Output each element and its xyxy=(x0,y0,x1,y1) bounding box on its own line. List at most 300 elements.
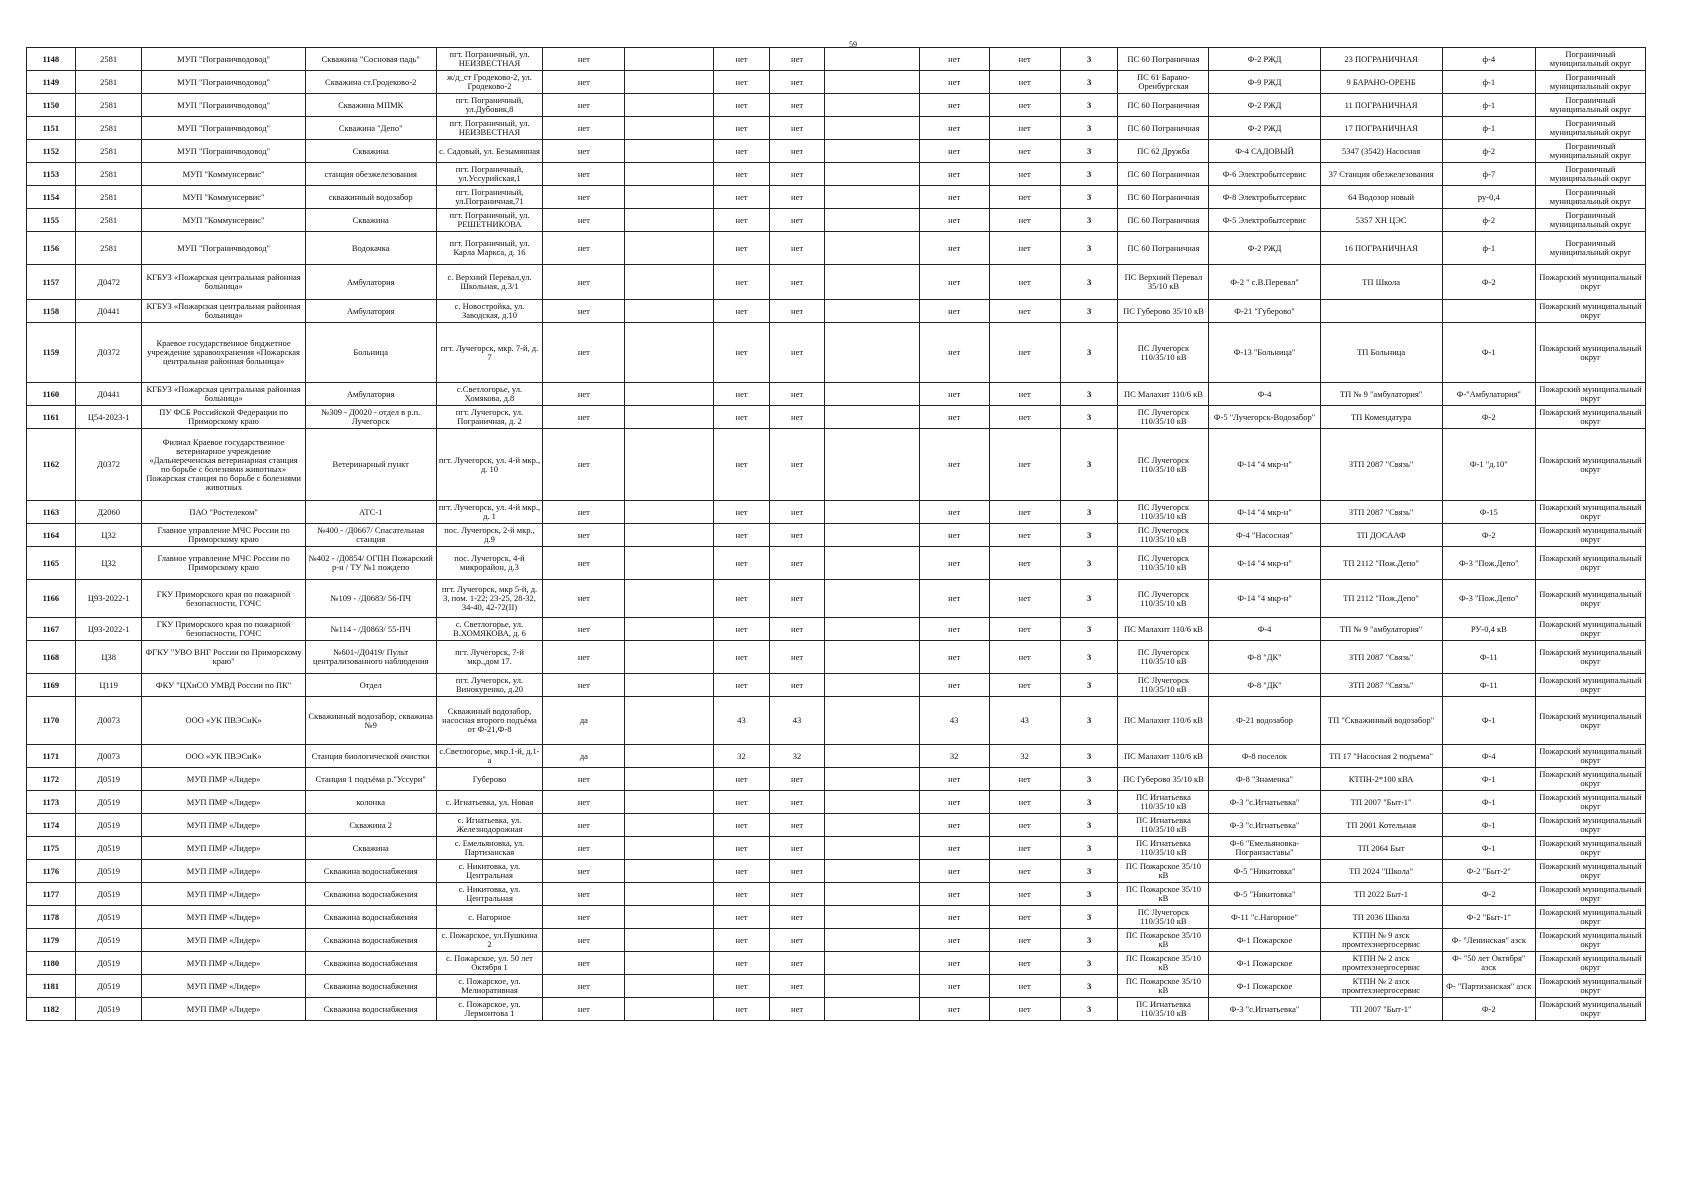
table-cell: нет xyxy=(714,94,770,117)
table-row xyxy=(27,48,1646,71)
table-cell: ФГКУ "УВО ВНГ России по Приморскому краю" xyxy=(142,641,305,674)
table-cell: нет xyxy=(989,975,1060,998)
table-cell: ПС Малахит 110/6 кВ xyxy=(1118,618,1209,641)
table-cell: 1152 xyxy=(27,140,76,163)
table-row xyxy=(27,697,1646,745)
table-cell xyxy=(625,975,714,998)
table-cell: нет xyxy=(714,929,770,952)
table-cell: 1163 xyxy=(27,501,76,524)
table-cell: 3 xyxy=(1060,745,1118,768)
table-cell: нет xyxy=(989,429,1060,501)
table-cell: пгт. Лучегорск, ул. Пограничная, д. 2 xyxy=(436,406,543,429)
table-cell: пгт. Пограничный, ул.Уссурийская,1 xyxy=(436,163,543,186)
table-cell: 1171 xyxy=(27,745,76,768)
table-cell: МУП ПМР «Лидер» xyxy=(142,883,305,906)
table-cell: ТП 2022 Быт-1 xyxy=(1320,883,1442,906)
table-cell: нет xyxy=(769,300,825,323)
table-cell: 5357 ХН ЦЭС xyxy=(1320,209,1442,232)
table-cell xyxy=(625,998,714,1021)
table-cell: Ц38 xyxy=(75,641,142,674)
table-cell xyxy=(825,71,919,94)
table-cell: нет xyxy=(543,501,625,524)
table-cell: КГБУЗ «Пожарская центральная районная больница» xyxy=(142,383,305,406)
table-cell xyxy=(825,300,919,323)
table-cell: Пожарский муниципальный округ xyxy=(1535,547,1645,580)
table-cell: Пожарский муниципальный округ xyxy=(1535,641,1645,674)
table-cell: Ф-8 "ДК" xyxy=(1209,674,1320,697)
table-cell: нет xyxy=(769,674,825,697)
table-cell: ТП 17 "Насосная 2 подъема" xyxy=(1320,745,1442,768)
table-cell: Ф-8 "Знаменка" xyxy=(1209,768,1320,791)
table-cell: ООО «УК ПВЭСиК» xyxy=(142,745,305,768)
table-cell: нет xyxy=(543,952,625,975)
table-cell: ПС 60 Пограничная xyxy=(1118,186,1209,209)
table-cell: нет xyxy=(769,547,825,580)
table-cell: 1169 xyxy=(27,674,76,697)
table-cell: с. Новостройка, ул. Заводская, д.10 xyxy=(436,300,543,323)
table-cell: Скважинный водозабор, скважина №9 xyxy=(305,697,436,745)
table-cell: нет xyxy=(714,300,770,323)
table-cell: Ц93-2022-1 xyxy=(75,580,142,618)
table-cell: нет xyxy=(919,929,989,952)
table-cell: 1154 xyxy=(27,186,76,209)
table-cell: Пожарский муниципальный округ xyxy=(1535,883,1645,906)
table-cell: Ф-2 РЖД xyxy=(1209,232,1320,265)
table-cell: МУП ПМР «Лидер» xyxy=(142,791,305,814)
table-cell: КТПН-2*100 кВА xyxy=(1320,768,1442,791)
table-cell: нет xyxy=(769,117,825,140)
table-cell: нет xyxy=(919,140,989,163)
table-cell: 16 ПОГРАНИЧНАЯ xyxy=(1320,232,1442,265)
table-cell: Д0372 xyxy=(75,323,142,383)
table-cell: нет xyxy=(769,580,825,618)
table-cell: нет xyxy=(769,48,825,71)
table-cell: ПС Губерово 35/10 кВ xyxy=(1118,300,1209,323)
table-cell: 3 xyxy=(1060,186,1118,209)
table-cell: №601-/Д0419/ Пульт централизованного наблюдения xyxy=(305,641,436,674)
table-cell: Ф-11 "с.Нагорное" xyxy=(1209,906,1320,929)
table-cell: МУП "Пограничводовод" xyxy=(142,94,305,117)
table-cell: нет xyxy=(714,71,770,94)
table-cell: Пограничный муниципальный округ xyxy=(1535,140,1645,163)
table-cell: 3 xyxy=(1060,998,1118,1021)
table-cell: нет xyxy=(543,117,625,140)
table-cell xyxy=(1442,300,1535,323)
table-cell: да xyxy=(543,745,625,768)
table-row xyxy=(27,406,1646,429)
table-cell: нет xyxy=(769,501,825,524)
table-cell: нет xyxy=(543,883,625,906)
table-cell: нет xyxy=(714,209,770,232)
table-row xyxy=(27,232,1646,265)
table-cell: ПС Лучегорск 110/35/10 кВ xyxy=(1118,641,1209,674)
table-cell: ТП Больница xyxy=(1320,323,1442,383)
table-cell: с. Светлогорье, ул. В.ХОМЯКОВА, д. 6 xyxy=(436,618,543,641)
table-cell: нет xyxy=(919,265,989,300)
table-cell: 3 xyxy=(1060,547,1118,580)
table-cell: 32 xyxy=(714,745,770,768)
table-cell: Ф-1 xyxy=(1442,323,1535,383)
table-cell xyxy=(825,383,919,406)
table-cell: ф-1 xyxy=(1442,71,1535,94)
table-cell: Д0519 xyxy=(75,860,142,883)
table-cell: ПС Малахит 110/6 кВ xyxy=(1118,697,1209,745)
table-cell: Пограничный муниципальный округ xyxy=(1535,71,1645,94)
table-cell: Пожарский муниципальный округ xyxy=(1535,814,1645,837)
table-cell xyxy=(625,140,714,163)
table-cell: КТПН № 2 азск промтехэнергосервис xyxy=(1320,975,1442,998)
table-cell: МУП "Коммунсервис" xyxy=(142,163,305,186)
table-row xyxy=(27,791,1646,814)
table-cell: с. Нагорное xyxy=(436,906,543,929)
table-row xyxy=(27,501,1646,524)
table-cell xyxy=(825,906,919,929)
table-cell: Скважина "Сосновая падь" xyxy=(305,48,436,71)
table-cell xyxy=(625,71,714,94)
table-row xyxy=(27,71,1646,94)
table-cell: нет xyxy=(714,117,770,140)
table-cell: нет xyxy=(769,383,825,406)
table-cell: Ф-8 поселок xyxy=(1209,745,1320,768)
table-cell: Скважина водоснабжения xyxy=(305,998,436,1021)
table-cell: Д0073 xyxy=(75,745,142,768)
table-cell: Ф- "Ленинская" азск xyxy=(1442,929,1535,952)
table-cell: Д0519 xyxy=(75,952,142,975)
table-cell: Краевое государственное бюджетное учреждение здравоохранения «Пожарская центральная районная больница» xyxy=(142,323,305,383)
table-cell: 2581 xyxy=(75,117,142,140)
table-cell: 1172 xyxy=(27,768,76,791)
table-cell: Скважиный водозабор, насосная второго подъёма от Ф-21,Ф-8 xyxy=(436,697,543,745)
table-cell: 1148 xyxy=(27,48,76,71)
table-cell: нет xyxy=(543,323,625,383)
table-cell: 2581 xyxy=(75,94,142,117)
table-cell: Станция 1 подъёма р."Уссури" xyxy=(305,768,436,791)
table-cell: МУП "Пограничводовод" xyxy=(142,232,305,265)
table-cell: 1160 xyxy=(27,383,76,406)
table-cell: с. Пожарское, ул. Мелиоративная xyxy=(436,975,543,998)
table-cell: нет xyxy=(714,580,770,618)
table-cell: нет xyxy=(989,791,1060,814)
table-cell: нет xyxy=(543,140,625,163)
table-row xyxy=(27,323,1646,383)
table-cell: нет xyxy=(714,383,770,406)
table-cell: нет xyxy=(919,209,989,232)
table-cell: КГБУЗ «Пожарская центральная районная больница» xyxy=(142,300,305,323)
table-cell: нет xyxy=(919,186,989,209)
table-cell: нет xyxy=(769,140,825,163)
table-cell: да xyxy=(543,697,625,745)
table-cell: 3 xyxy=(1060,524,1118,547)
table-cell: нет xyxy=(714,547,770,580)
table-cell: Ф-1 xyxy=(1442,697,1535,745)
table-cell: Д0519 xyxy=(75,883,142,906)
table-cell: ру-0,4 xyxy=(1442,186,1535,209)
table-row xyxy=(27,383,1646,406)
table-cell: 1170 xyxy=(27,697,76,745)
table-cell xyxy=(1320,300,1442,323)
table-cell: АТС-1 xyxy=(305,501,436,524)
table-cell xyxy=(825,814,919,837)
table-cell: МУП "Пограничводовод" xyxy=(142,117,305,140)
table-cell: Станция биологической очистки xyxy=(305,745,436,768)
table-cell: Пожарский муниципальный округ xyxy=(1535,429,1645,501)
table-cell: нет xyxy=(769,641,825,674)
table-cell: Ф-5 Электробытсервис xyxy=(1209,209,1320,232)
table-cell: ПС Лучегорск 110/35/10 кВ xyxy=(1118,406,1209,429)
table-cell: нет xyxy=(769,232,825,265)
table-cell: нет xyxy=(989,163,1060,186)
table-cell: 3 xyxy=(1060,265,1118,300)
table-cell xyxy=(625,300,714,323)
table-cell: Д0519 xyxy=(75,814,142,837)
table-cell: 1168 xyxy=(27,641,76,674)
table-cell: нет xyxy=(769,618,825,641)
table-cell: 1149 xyxy=(27,71,76,94)
table-cell: нет xyxy=(919,860,989,883)
table-cell: нет xyxy=(543,48,625,71)
table-cell: Пожарский муниципальный округ xyxy=(1535,697,1645,745)
table-cell: РУ-0,4 кВ xyxy=(1442,618,1535,641)
table-cell: 1182 xyxy=(27,998,76,1021)
table-cell: №109 - /Д0683/ 56-ПЧ xyxy=(305,580,436,618)
table-cell: Пограничный муниципальный округ xyxy=(1535,48,1645,71)
table-row xyxy=(27,952,1646,975)
table-cell: Ф-2 РЖД xyxy=(1209,48,1320,71)
table-cell: Д2060 xyxy=(75,501,142,524)
table-cell: 1159 xyxy=(27,323,76,383)
table-cell: Скважина водоснабжения xyxy=(305,906,436,929)
table-row xyxy=(27,300,1646,323)
table-cell: Ф-6 Электробытсервис xyxy=(1209,163,1320,186)
table-cell: Д0519 xyxy=(75,791,142,814)
table-cell: ПС 60 Пограничная xyxy=(1118,117,1209,140)
table-cell: Ф-5 "Лучегорск-Водозабор" xyxy=(1209,406,1320,429)
table-cell: Ф-1 xyxy=(1442,837,1535,860)
table-cell xyxy=(625,674,714,697)
table-cell: МУП ПМР «Лидер» xyxy=(142,975,305,998)
table-cell: Пожарский муниципальный округ xyxy=(1535,998,1645,1021)
table-cell: нет xyxy=(769,71,825,94)
table-cell: КТПН № 2 азск промтехэнергосервис xyxy=(1320,952,1442,975)
table-cell: нет xyxy=(543,406,625,429)
table-cell: 3 xyxy=(1060,975,1118,998)
table-cell: 3 xyxy=(1060,697,1118,745)
table-cell: нет xyxy=(989,140,1060,163)
table-cell: Ф-2 РЖД xyxy=(1209,117,1320,140)
table-cell: нет xyxy=(989,929,1060,952)
table-cell: 3 xyxy=(1060,406,1118,429)
table-cell: нет xyxy=(989,323,1060,383)
table-cell: нет xyxy=(989,883,1060,906)
table-cell: с. Садовый, ул. Безымянная xyxy=(436,140,543,163)
table-cell: МУП "Коммунсервис" xyxy=(142,186,305,209)
table-cell: 2581 xyxy=(75,71,142,94)
table-cell: ж/д_ст Гродеково-2, ул. Гродеково-2 xyxy=(436,71,543,94)
table-cell: Д0073 xyxy=(75,697,142,745)
table-cell: МУП ПМР «Лидер» xyxy=(142,998,305,1021)
table-cell: нет xyxy=(714,48,770,71)
table-cell: Ф-2 РЖД xyxy=(1209,94,1320,117)
table-cell: Ф-1 "д.10" xyxy=(1442,429,1535,501)
table-cell: ТП 2007 "Быт-1" xyxy=(1320,791,1442,814)
table-cell: 3 xyxy=(1060,641,1118,674)
table-cell: ТП № 9 "амбулатория" xyxy=(1320,618,1442,641)
table-cell xyxy=(625,952,714,975)
table-cell: нет xyxy=(989,906,1060,929)
table-cell: 23 ПОГРАНИЧНАЯ xyxy=(1320,48,1442,71)
table-cell: 3 xyxy=(1060,94,1118,117)
table-cell: ПС 62 Дружба xyxy=(1118,140,1209,163)
table-cell: Ф-2 "Быт-2" xyxy=(1442,860,1535,883)
table-cell xyxy=(825,768,919,791)
table-row xyxy=(27,618,1646,641)
table-cell: 1153 xyxy=(27,163,76,186)
page-number: 59 xyxy=(849,40,857,49)
table-cell: ТП 2001 Котельная xyxy=(1320,814,1442,837)
table-cell: 2581 xyxy=(75,232,142,265)
table-cell: 2581 xyxy=(75,186,142,209)
table-cell: нет xyxy=(919,580,989,618)
table-cell: 1155 xyxy=(27,209,76,232)
table-cell: Ф-3 "с.Игнатьевка" xyxy=(1209,998,1320,1021)
table-cell: 3 xyxy=(1060,323,1118,383)
table-cell: 1174 xyxy=(27,814,76,837)
table-cell: Пожарский муниципальный округ xyxy=(1535,383,1645,406)
table-cell: 1158 xyxy=(27,300,76,323)
table-cell: 1167 xyxy=(27,618,76,641)
table-cell: Ф-4 xyxy=(1209,618,1320,641)
table-cell xyxy=(825,697,919,745)
table-cell xyxy=(825,524,919,547)
table-cell: пгт. Лучегорск, ул. 4-й мкр., д. 10 xyxy=(436,429,543,501)
table-cell: Ф-14 "4 мкр-н" xyxy=(1209,501,1320,524)
table-cell: ЗТП 2087 "Связь" xyxy=(1320,641,1442,674)
table-cell: нет xyxy=(989,768,1060,791)
registry-table xyxy=(26,47,1646,1021)
table-cell xyxy=(825,547,919,580)
table-cell: ПАО "Ростелеком" xyxy=(142,501,305,524)
table-cell: Скважина xyxy=(305,209,436,232)
table-cell xyxy=(825,429,919,501)
table-cell: нет xyxy=(919,163,989,186)
table-cell: 17 ПОГРАНИЧНАЯ xyxy=(1320,117,1442,140)
table-cell: нет xyxy=(714,641,770,674)
table-cell: ТП ДОСААФ xyxy=(1320,524,1442,547)
table-cell: нет xyxy=(543,163,625,186)
table-cell: нет xyxy=(919,975,989,998)
table-cell: Ф-8 "ДК" xyxy=(1209,641,1320,674)
table-row xyxy=(27,163,1646,186)
table-cell xyxy=(825,952,919,975)
table-cell: нет xyxy=(919,641,989,674)
table-cell: 1166 xyxy=(27,580,76,618)
table-cell: нет xyxy=(769,265,825,300)
table-cell: ПС 60 Пограничная xyxy=(1118,48,1209,71)
table-cell: 3 xyxy=(1060,837,1118,860)
table-cell: 3 xyxy=(1060,674,1118,697)
table-cell: нет xyxy=(769,975,825,998)
table-cell: ПС 60 Пограничная xyxy=(1118,209,1209,232)
table-cell: Пожарский муниципальный округ xyxy=(1535,906,1645,929)
table-cell: 3 xyxy=(1060,209,1118,232)
table-cell xyxy=(625,929,714,952)
table-cell: нет xyxy=(714,323,770,383)
table-cell: нет xyxy=(989,837,1060,860)
table-cell: нет xyxy=(919,791,989,814)
table-cell: Ф-"Амбулатория" xyxy=(1442,383,1535,406)
table-cell xyxy=(825,837,919,860)
table-cell: пгт. Пограничный, ул.Дубовик,8 xyxy=(436,94,543,117)
table-cell: нет xyxy=(714,618,770,641)
table-cell: Ф-3 "Пож.Депо" xyxy=(1442,547,1535,580)
table-cell: нет xyxy=(989,383,1060,406)
table-cell: с.Светлогорье, ул. Хомякова, д.8 xyxy=(436,383,543,406)
table-cell: Скважина 2 xyxy=(305,814,436,837)
table-cell: ПС Лучегорск 110/35/10 кВ xyxy=(1118,674,1209,697)
table-cell: нет xyxy=(989,860,1060,883)
table-cell: МУП "Пограничводовод" xyxy=(142,71,305,94)
table-cell: Пожарский муниципальный округ xyxy=(1535,406,1645,429)
table-cell xyxy=(825,641,919,674)
table-cell: 1173 xyxy=(27,791,76,814)
table-cell: нет xyxy=(919,406,989,429)
table-cell: нет xyxy=(769,998,825,1021)
table-cell: ПС Лучегорск 110/35/10 кВ xyxy=(1118,906,1209,929)
table-row xyxy=(27,265,1646,300)
table-cell: нет xyxy=(769,94,825,117)
table-cell: ТП 2036 Школа xyxy=(1320,906,1442,929)
table-cell xyxy=(625,186,714,209)
table-cell: Д0472 xyxy=(75,265,142,300)
table-cell: нет xyxy=(714,265,770,300)
table-cell: нет xyxy=(989,580,1060,618)
table-cell: нет xyxy=(543,641,625,674)
table-cell xyxy=(825,186,919,209)
table-cell: 64 Водозор новый xyxy=(1320,186,1442,209)
table-cell: Ф-14 "4 мкр-н" xyxy=(1209,429,1320,501)
table-cell xyxy=(825,163,919,186)
table-row xyxy=(27,814,1646,837)
table-cell: Пожарский муниципальный округ xyxy=(1535,618,1645,641)
table-cell xyxy=(825,929,919,952)
table-cell: Пожарский муниципальный округ xyxy=(1535,323,1645,383)
table-cell: нет xyxy=(543,186,625,209)
table-cell: нет xyxy=(543,768,625,791)
table-cell: нет xyxy=(989,406,1060,429)
table-cell: ПС Игнатьевка 110/35/10 кВ xyxy=(1118,791,1209,814)
table-cell: ТП 2024 "Школа" xyxy=(1320,860,1442,883)
table-cell: ПС 60 Пограничная xyxy=(1118,94,1209,117)
table-cell: нет xyxy=(989,94,1060,117)
table-row xyxy=(27,929,1646,952)
table-cell: нет xyxy=(989,265,1060,300)
table-cell: нет xyxy=(769,429,825,501)
table-cell xyxy=(825,48,919,71)
table-cell: нет xyxy=(543,580,625,618)
table-cell: Ф-8 Электробытсервис xyxy=(1209,186,1320,209)
table-row xyxy=(27,580,1646,618)
table-row xyxy=(27,186,1646,209)
table-cell: Скважина МПМК xyxy=(305,94,436,117)
table-cell: 1178 xyxy=(27,906,76,929)
table-row xyxy=(27,998,1646,1021)
table-cell: 43 xyxy=(989,697,1060,745)
table-cell xyxy=(625,323,714,383)
table-cell: нет xyxy=(769,814,825,837)
table-cell: нет xyxy=(919,383,989,406)
table-cell: нет xyxy=(919,768,989,791)
table-cell: ЗТП 2087 "Связь" xyxy=(1320,429,1442,501)
